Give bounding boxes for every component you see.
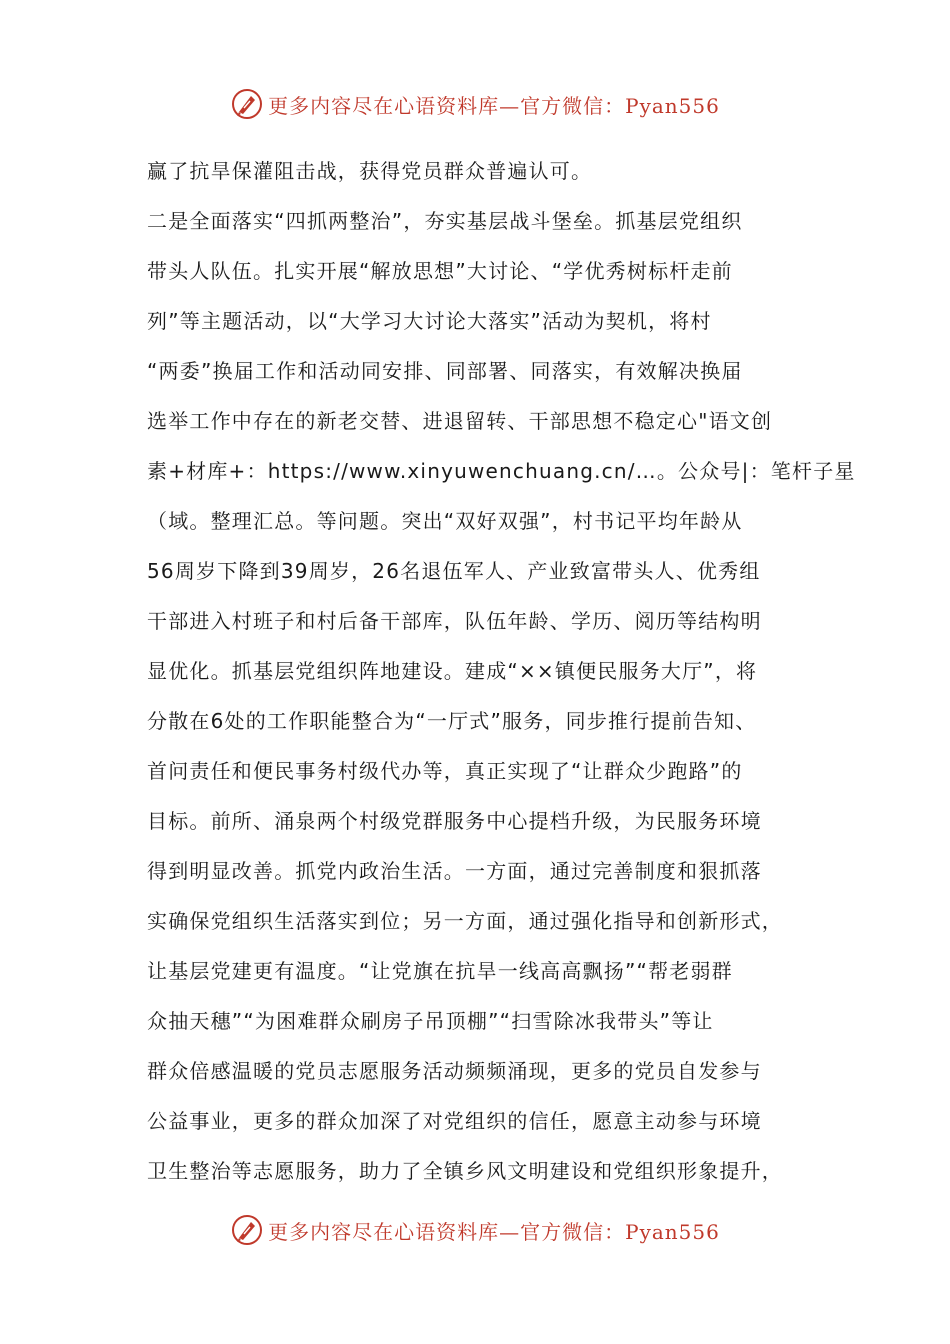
body-line: （域。整理汇总。等问题。突出“双好双强”，村书记平均年龄从 (147, 509, 743, 533)
body-line: 实确保党组织生活落实到位；另一方面，通过强化指导和创新形式， (147, 909, 783, 933)
body-line: 让基层党建更有温度。“让党旗在抗旱一线高高飘扬”“帮老弱群 (147, 959, 733, 983)
body-line: “两委”换届工作和活动同安排、同部署、同落实，有效解决换届 (147, 359, 743, 383)
body-line: 卫生整治等志愿服务，助力了全镇乡风文明建设和党组织形象提升， (147, 1159, 783, 1183)
body-line: 选举工作中存在的新老交替、进退留转、干部思想不稳定心"语文创 (147, 409, 773, 433)
header-banner-text: 更多内容尽在心语资料库—官方微信：Pyan556 (268, 93, 720, 118)
body-line: 干部进入村班子和村后备干部库，队伍年龄、学历、阅历等结构明 (147, 609, 762, 633)
body-line: 众抽天穗”“为困难群众刷房子吊顶棚”“扫雪除冰我带头”等让 (147, 1009, 714, 1033)
footer-banner-text: 更多内容尽在心语资料库—官方微信：Pyan556 (268, 1219, 720, 1244)
footer-banner (0, 1208, 950, 1252)
body-line: 分散在6处的工作职能整合为“一厅式”服务，同步推行提前告知、 (147, 709, 757, 733)
body-line: 56周岁下降到39周岁，26名退伍军人、产业致富带头人、优秀组 (147, 559, 761, 583)
body-line: 目标。前所、涌泉两个村级党群服务中心提档升级，为民服务环境 (147, 809, 762, 833)
document-body (147, 146, 856, 1196)
body-line: 赢了抗旱保灌阻击战，获得党员群众普遍认可。 (147, 159, 593, 183)
pen-nib-logo-icon (230, 87, 264, 121)
body-line: 带头人队伍。扎实开展“解放思想”大讨论、“学优秀树标杆走前 (147, 259, 733, 283)
body-line: 公益事业，更多的群众加深了对党组织的信任，愿意主动参与环境 (147, 1109, 762, 1133)
body-line: 二是全面落实“四抓两整治”，夯实基层战斗堡垒。抓基层党组织 (147, 209, 743, 233)
body-line: 显优化。抓基层党组织阵地建设。建成“××镇便民服务大厅”，将 (147, 659, 758, 683)
body-line: 得到明显改善。抓党内政治生活。一方面，通过完善制度和狠抓落 (147, 859, 762, 883)
body-line: 列”等主题活动，以“大学习大讨论大落实”活动为契机，将村 (147, 309, 712, 333)
header-banner (0, 82, 950, 126)
body-line: 素+材库+：https://www.xinyuwenchuang.cn/…。公众号|：笔杆子星 (147, 459, 856, 483)
body-line: 首问责任和便民事务村级代办等，真正实现了“让群众少跑路”的 (147, 759, 743, 783)
body-line: 群众倍感温暖的党员志愿服务活动频频涌现，更多的党员自发参与 (147, 1059, 762, 1083)
pen-nib-logo-icon (230, 1213, 264, 1247)
